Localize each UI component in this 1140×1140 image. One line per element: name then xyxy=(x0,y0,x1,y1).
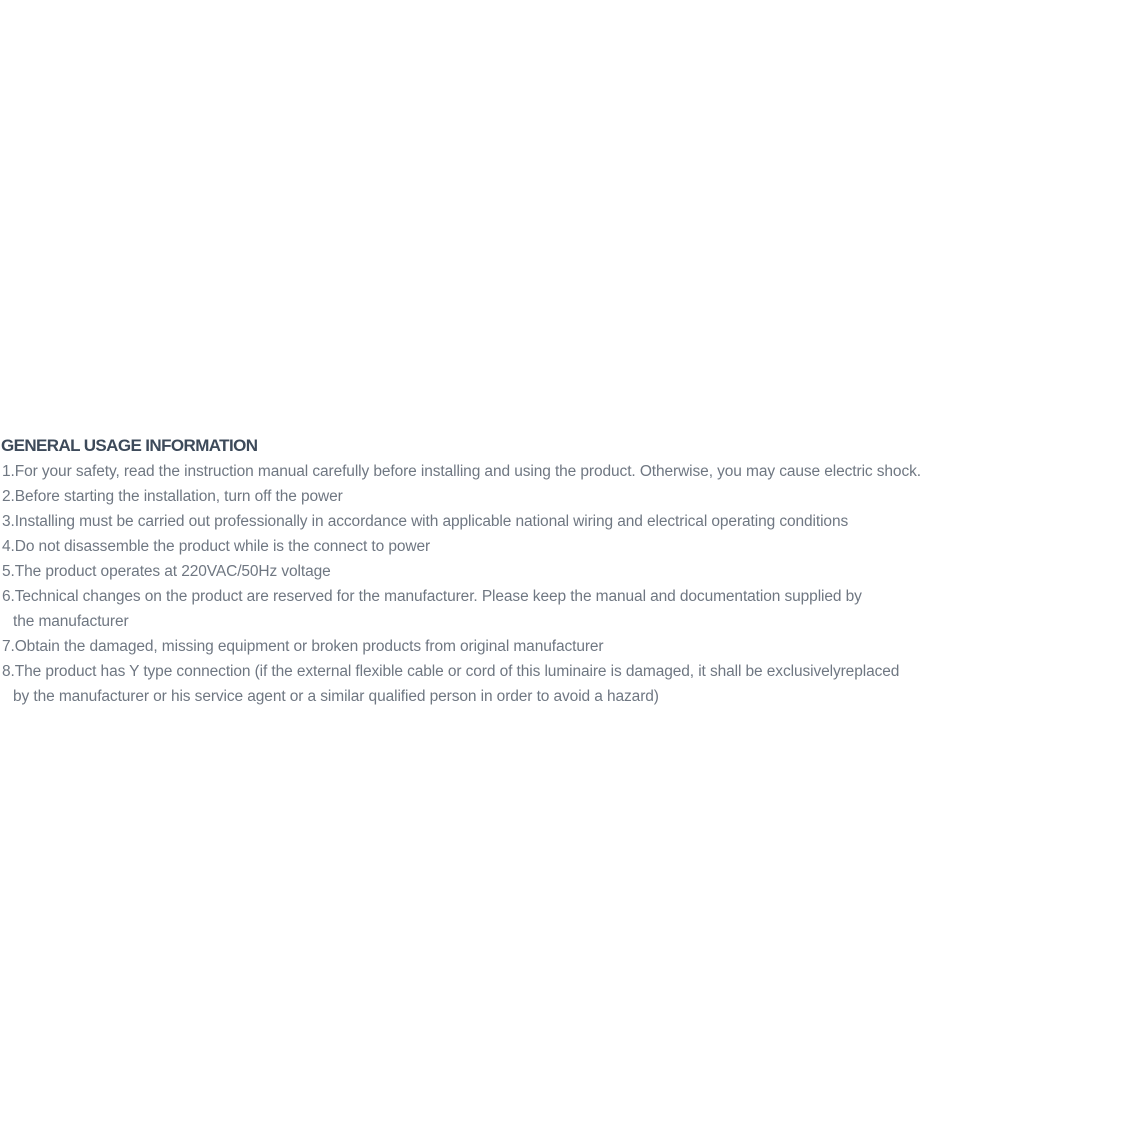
list-item-text: 4.Do not disassemble the product while is the connect to power xyxy=(2,538,431,555)
list-item xyxy=(0,459,1140,484)
list-item-text: 1.For your safety, read the instruction manual carefully before installing and using the product. Otherwise, you may cause electric shock. xyxy=(2,463,921,480)
list-item-continuation: by the manufacturer or his service agent or a similar qualified person in order to avoid a hazard) xyxy=(13,688,659,705)
list-item xyxy=(0,634,1140,659)
list-item-continuation: the manufacturer xyxy=(13,613,129,630)
list-item xyxy=(0,484,1140,509)
usage-list xyxy=(0,459,1140,709)
section-heading: GENERAL USAGE INFORMATION xyxy=(1,436,258,455)
list-item xyxy=(0,534,1140,559)
list-item-text: 2.Before starting the installation, turn off the power xyxy=(2,488,343,505)
list-item-text: 6.Technical changes on the product are reserved for the manufacturer. Please keep the manual and documentation supplied by xyxy=(2,588,862,605)
list-item-text: 7.Obtain the damaged, missing equipment or broken products from original manufacturer xyxy=(2,638,604,655)
list-item-text: 8.The product has Y type connection (if the external flexible cable or cord of this luminaire is damaged, it shall be exclusivelyreplaced xyxy=(2,663,900,680)
list-item-text: 3.Installing must be carried out professionally in accordance with applicable national wiring and electrical operating conditions xyxy=(2,513,849,530)
usage-information-section xyxy=(0,433,1140,709)
list-item xyxy=(0,559,1140,584)
list-item xyxy=(0,584,1140,634)
list-item xyxy=(0,659,1140,709)
list-item xyxy=(0,509,1140,534)
list-item-text: 5.The product operates at 220VAC/50Hz voltage xyxy=(2,563,331,580)
